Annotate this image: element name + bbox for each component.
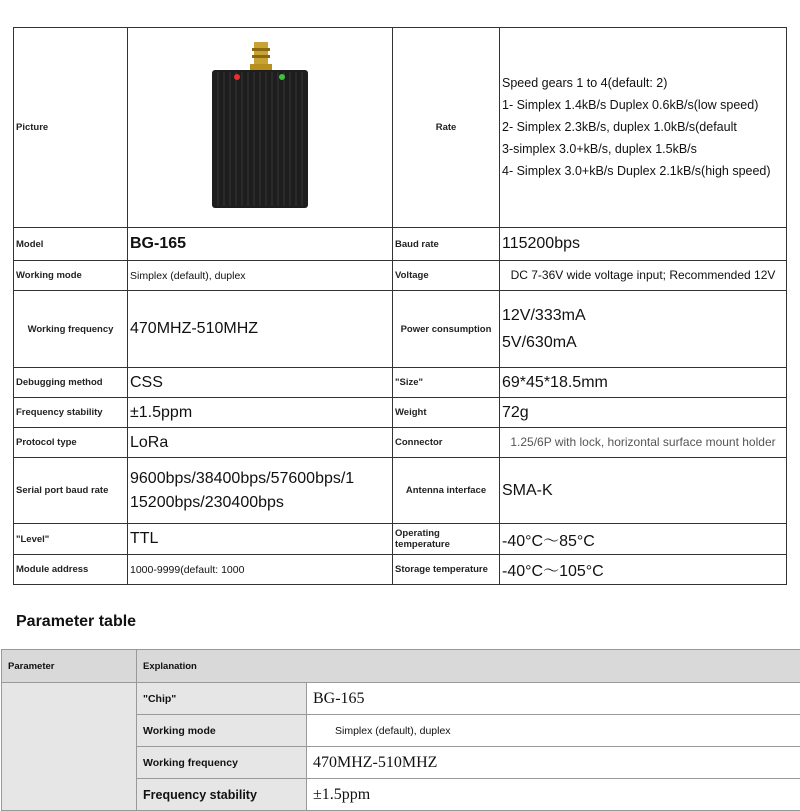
- parameter-group-cell: [2, 683, 137, 811]
- working-frequency-label: Working frequency: [137, 747, 307, 779]
- weight-value: 72g: [500, 398, 787, 428]
- working-mode-value: Simplex (default), duplex: [128, 261, 393, 291]
- parameter-table-title: Parameter table: [16, 613, 136, 631]
- power-line-5v: 5V/630mA: [502, 334, 784, 352]
- antenna-interface-value: SMA-K: [500, 458, 787, 524]
- serial-baud-line: 15200bps/230400bps: [130, 494, 390, 512]
- baud-rate-value: 115200bps: [500, 228, 787, 261]
- rate-line: 4- Simplex 3.0+kB/s Duplex 2.1kB/s(high speed): [502, 164, 784, 179]
- module-address-value: 1000-9999(default: 1000: [128, 555, 393, 585]
- level-value: TTL: [128, 524, 393, 555]
- rate-label: Rate: [393, 28, 500, 228]
- power-consumption-label: Power consumption: [393, 291, 500, 368]
- protocol-type-value: LoRa: [128, 428, 393, 458]
- frequency-stability-label: Frequency stability: [14, 398, 128, 428]
- working-mode-label: Working mode: [14, 261, 128, 291]
- operating-temperature-label: Operating temperature: [393, 524, 500, 555]
- frequency-stability-value: ±1.5ppm: [307, 779, 800, 811]
- rate-value: [500, 28, 787, 228]
- serial-baud-label: Serial port baud rate: [14, 458, 128, 524]
- frequency-stability-label: Frequency stability: [137, 779, 307, 811]
- chip-value: BG-165: [307, 683, 800, 715]
- picture-label: Picture: [14, 28, 128, 228]
- working-frequency-value: 470MHZ-510MHZ: [307, 747, 800, 779]
- connector-label: Connector: [393, 428, 500, 458]
- frequency-stability-value: ±1.5ppm: [128, 398, 393, 428]
- product-picture-cell: [128, 28, 393, 228]
- weight-label: Weight: [393, 398, 500, 428]
- protocol-type-label: Protocol type: [14, 428, 128, 458]
- module-address-label: Module address: [14, 555, 128, 585]
- storage-temperature-label: Storage temperature: [393, 555, 500, 585]
- rate-line: Speed gears 1 to 4(default: 2): [502, 76, 784, 91]
- size-label: "Size": [393, 368, 500, 398]
- storage-temperature-value: -40°C～105°C: [500, 555, 787, 585]
- lora-module-image: [212, 40, 308, 210]
- explanation-header: Explanation: [137, 650, 800, 683]
- working-mode-label: Working mode: [137, 715, 307, 747]
- debugging-method-value: CSS: [128, 368, 393, 398]
- red-led: [234, 74, 240, 80]
- level-label: "Level": [14, 524, 128, 555]
- chip-label: "Chip": [137, 683, 307, 715]
- spec-table: [13, 27, 787, 585]
- working-frequency-value: 470MHZ-510MHZ: [128, 291, 393, 368]
- model-label: Model: [14, 228, 128, 261]
- working-frequency-label: Working frequency: [14, 291, 128, 368]
- serial-baud-value: [128, 458, 393, 524]
- voltage-label: Voltage: [393, 261, 500, 291]
- model-value: BG-165: [128, 228, 393, 261]
- size-value: 69*45*18.5mm: [500, 368, 787, 398]
- power-consumption-value: [500, 291, 787, 368]
- debugging-method-label: Debugging method: [14, 368, 128, 398]
- parameter-header: Parameter: [2, 650, 137, 683]
- parameter-table: [1, 649, 800, 811]
- working-mode-value: Simplex (default), duplex: [307, 715, 800, 747]
- connector-value: 1.25/6P with lock, horizontal surface mount holder: [500, 428, 787, 458]
- voltage-value: DC 7-36V wide voltage input; Recommended 12V: [500, 261, 787, 291]
- rate-line: 1- Simplex 1.4kB/s Duplex 0.6kB/s(low speed): [502, 98, 784, 113]
- green-led: [279, 74, 285, 80]
- power-line-12v: 12V/333mA: [502, 307, 784, 325]
- antenna-interface-label: Antenna interface: [393, 458, 500, 524]
- operating-temperature-value: -40°C～85°C: [500, 524, 787, 555]
- serial-baud-line: 9600bps/38400bps/57600bps/1: [130, 470, 390, 488]
- rate-line: 3-simplex 3.0+kB/s, duplex 1.5kB/s: [502, 142, 784, 157]
- rate-line: 2- Simplex 2.3kB/s, duplex 1.0kB/s(default: [502, 120, 784, 135]
- baud-rate-label: Baud rate: [393, 228, 500, 261]
